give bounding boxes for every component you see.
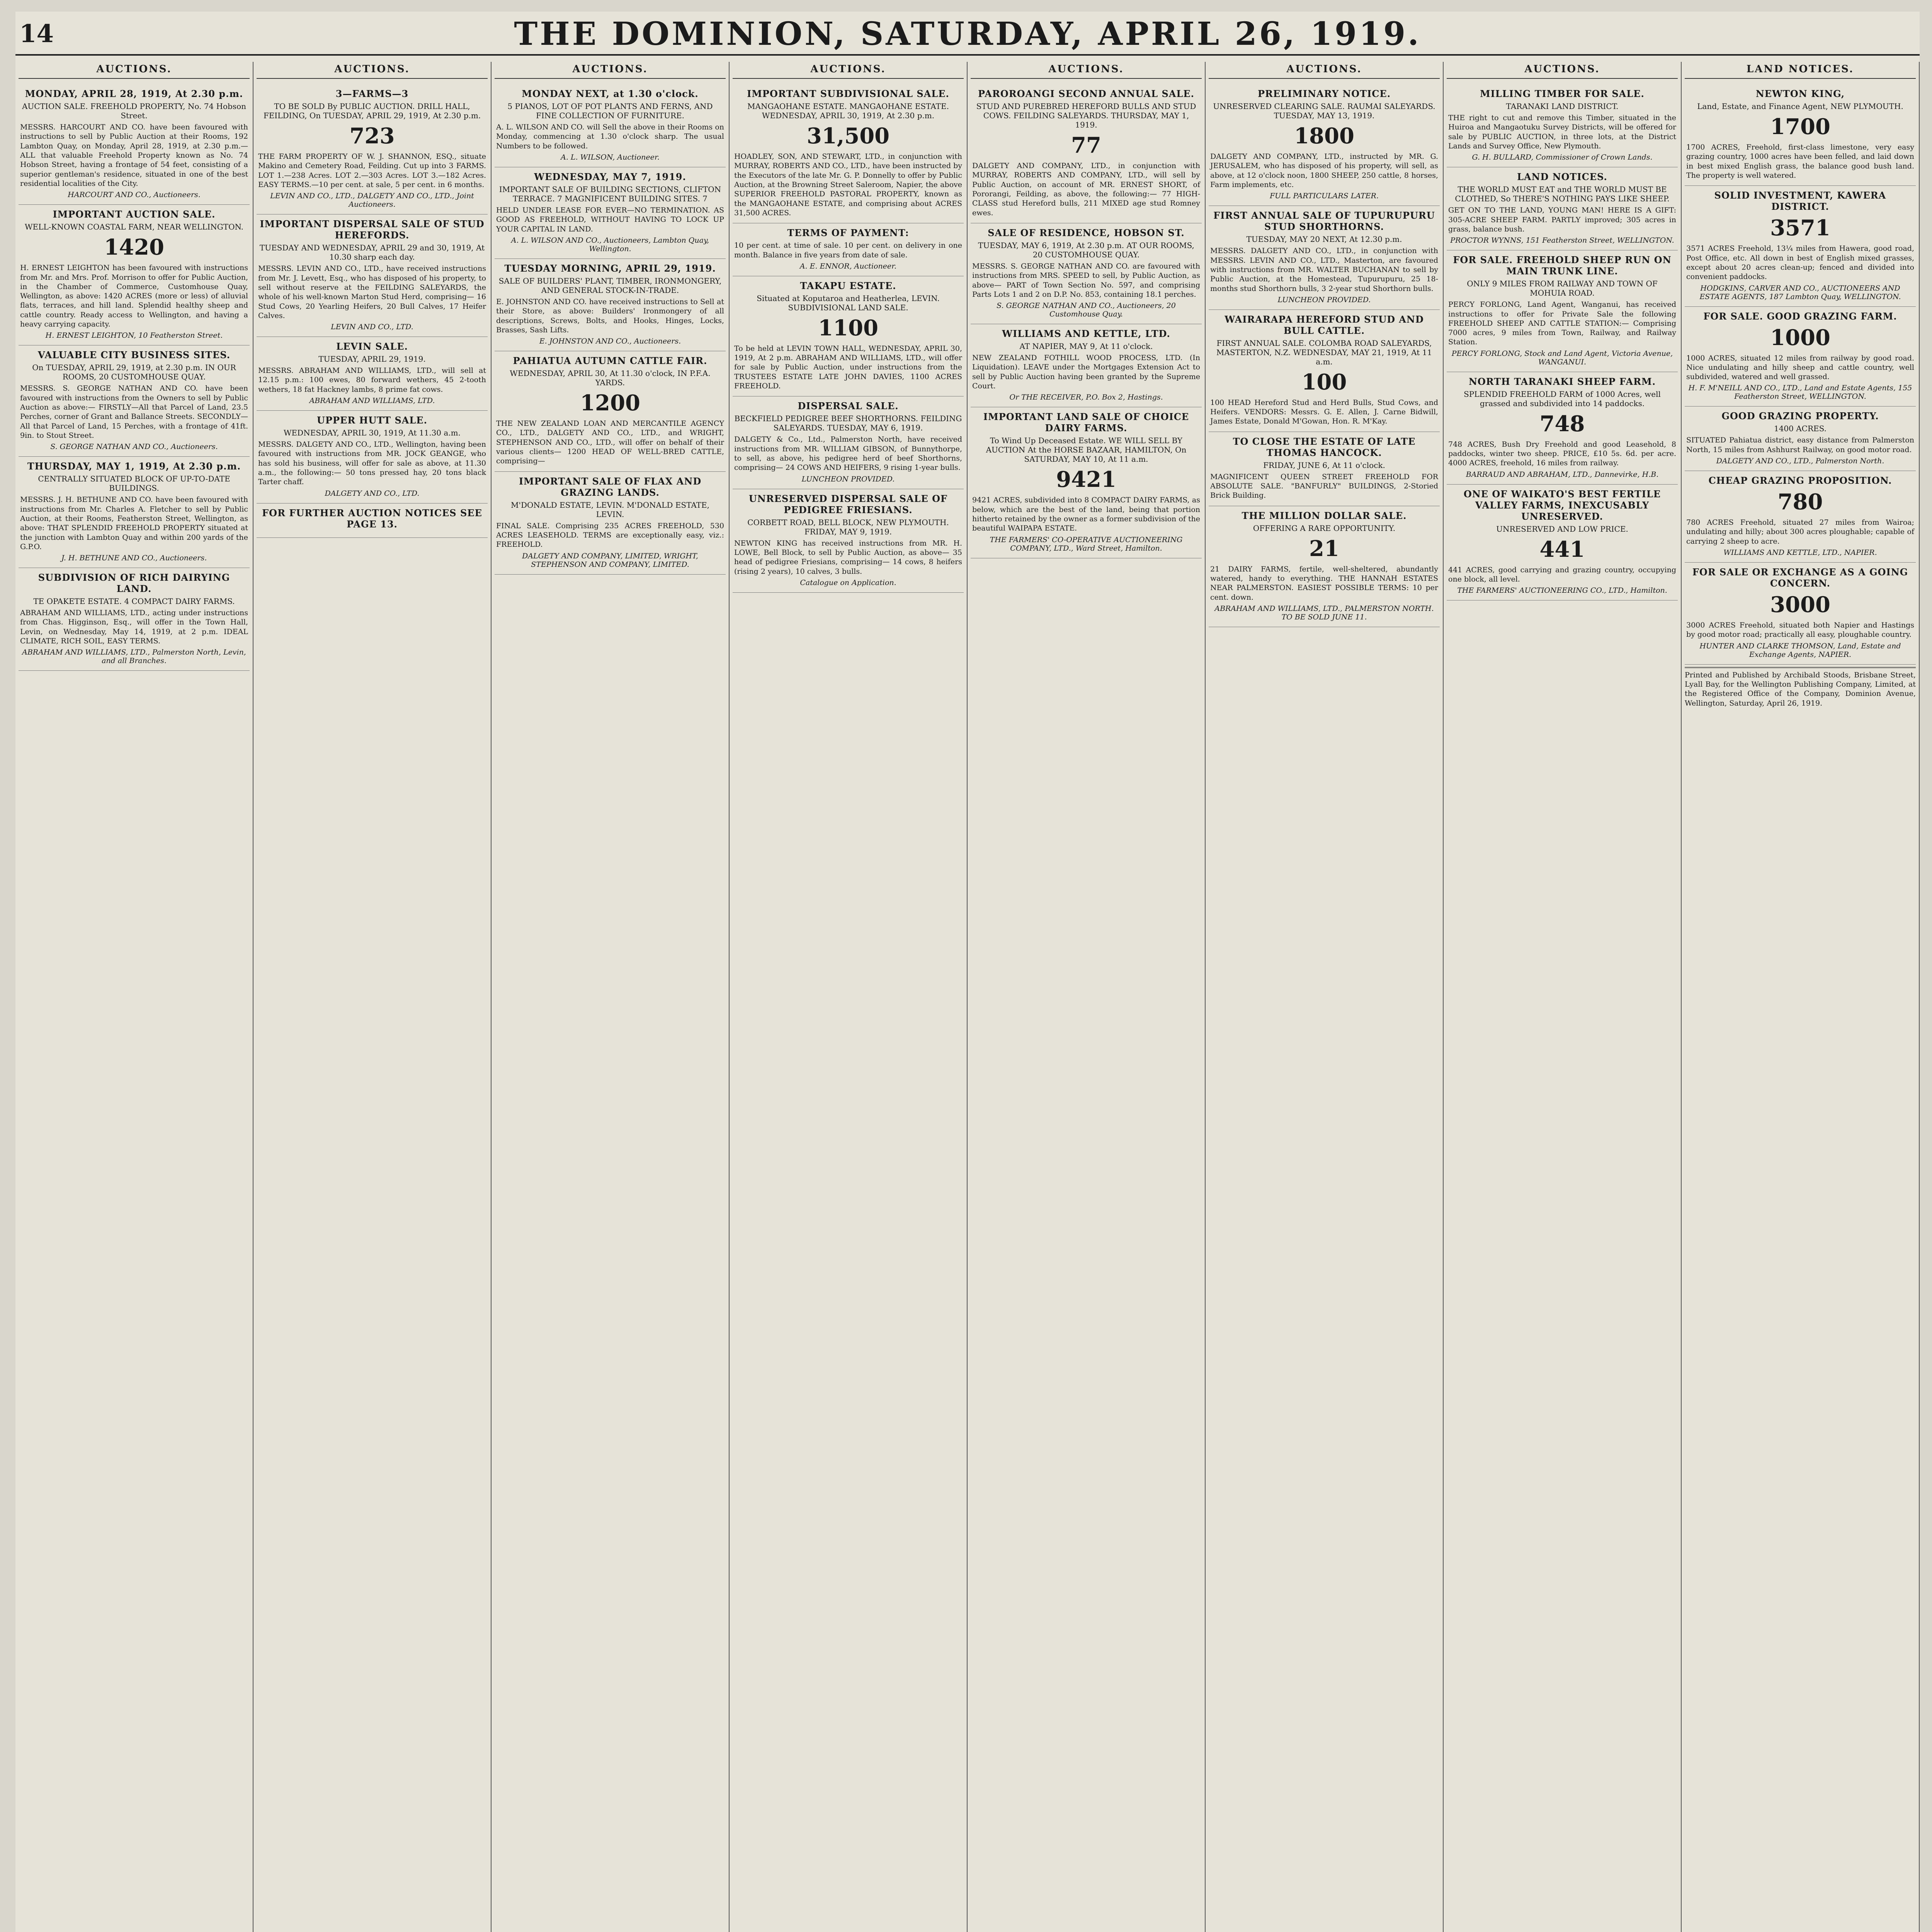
classified-ad bbox=[733, 489, 964, 593]
classified-ad bbox=[1447, 485, 1678, 601]
ad-body-text: FINAL SALE. Comprising 235 ACRES FREEHOLD, 530 ACRES LEASEHOLD. TERMS are exceptionally easy, viz.: FREEHOLD. bbox=[496, 521, 724, 549]
ad-body-text: HOADLEY, SON, AND STEWART, LTD., in conjunction with MURRAY, ROBERTS AND CO., LTD., have been instructed by the Executors of the late Mr. G. P. Donnelly to offer by Public Auction, at the Browning Street Saleroom, Napier, the above SUPERIOR FREEHOLD PASTORAL PROPERTY, known as the MANGAOHANE ESTATE, and comprising about ACRES 31,500 ACRES. bbox=[734, 152, 962, 217]
column-header: AUCTIONS. bbox=[257, 62, 488, 79]
ad-subheading: SPLENDID FREEHOLD FARM of 1000 Acres, well grassed and subdivided into 14 paddocks. bbox=[1464, 389, 1661, 408]
ad-heading: SOLID INVESTMENT, KAWERA DISTRICT. bbox=[1714, 190, 1886, 213]
ad-body-text: PERCY FORLONG, Land Agent, Wanganui, has received instructions to offer for Private Sale the following FREEHOLD SHEEP AND CATTLE STATION:— Comprising 7000 acres, 9 miles from Town, Railway, and Railway Station. bbox=[1448, 300, 1676, 347]
classified-ad bbox=[733, 223, 964, 276]
ad-signature: HUNTER AND CLARKE THOMSON, Land, Estate and Exchange Agents, NAPIER. bbox=[1699, 641, 1901, 659]
ad-body-text: 780 ACRES Freehold, situated 27 miles from Wairoa; undulating and hilly; about 300 acres ploughable; capable of carrying 2 sheep to acre. bbox=[1686, 518, 1914, 546]
classified-ad bbox=[733, 276, 964, 397]
classified-ad bbox=[495, 472, 726, 575]
classified-ad bbox=[257, 214, 488, 337]
column-header: AUCTIONS. bbox=[1447, 62, 1678, 79]
classified-ad bbox=[257, 503, 488, 538]
ad-body-text: DALGETY AND COMPANY, LTD., in conjunction with MURRAY, ROBERTS AND COMPANY, LTD., will sell by Public Auction, on account of MR. ERNEST SHORT, of Pororangi, Feilding, as above, the following:— 77 HIGH-CLASS stud Hereford bulls, 211 MIXED age stud Romney ewes. bbox=[972, 162, 1200, 217]
classified-ad bbox=[1447, 372, 1678, 485]
ad-subheading: UNRESERVED CLEARING SALE. RAUMAI SALEYARDS. TUESDAY, MAY 13, 1919. bbox=[1213, 102, 1435, 120]
ad-body-text: MESSRS. DALGETY AND CO., LTD., in conjunction with MESSRS. LEVIN AND CO., LTD., Masterton, are favoured with instructions from MR. WALTER BUCHANAN to sell by Public Auction, at the Homestead, Tupurupuru, 25 18-months stud Shorthorn bulls, 3 2-year stud Shorthorn bulls. bbox=[1210, 247, 1438, 293]
column-header: AUCTIONS. bbox=[19, 62, 250, 79]
ad-signature: A. L. WILSON AND CO., Auctioneers, Lambton Quay, Wellington. bbox=[511, 236, 709, 253]
ad-subheading: TARANAKI LAND DISTRICT. bbox=[1506, 102, 1619, 111]
classified-ad bbox=[733, 84, 964, 223]
ad-acreage-figure: 1000 bbox=[1770, 325, 1830, 350]
ad-signature: HARCOURT AND CO., Auctioneers. bbox=[68, 190, 201, 199]
ad-body-text: MESSRS. LEVIN AND CO., LTD., have received instructions from Mr. J. Levett, Esq., who has disposed of his property, to sell without reserve at the FEILDING SALEYARDS, the whole of his well-known Marton Stud Herd, comprising— 16 Stud Cows, 20 Yearling Heifers, 20 Bull Calves, 17 Heifer Calves. bbox=[258, 264, 486, 320]
ad-subheading: WELL-KNOWN COASTAL FARM, NEAR WELLINGTON. bbox=[24, 222, 244, 232]
ad-heading: VALUABLE CITY BUSINESS SITES. bbox=[37, 349, 231, 361]
ad-heading: NORTH TARANAKI SHEEP FARM. bbox=[1468, 376, 1656, 387]
ad-body-text: 748 ACRES, Bush Dry Freehold and good Leasehold, 8 paddocks, winter two sheep. PRICE, £10 5s. 6d. per acre. 4000 ACRES, freehold, 16 miles from railway. bbox=[1448, 440, 1676, 468]
ad-heading: PRELIMINARY NOTICE. bbox=[1257, 88, 1391, 99]
ad-signature: G. H. BULLARD, Commissioner of Crown Lands. bbox=[1472, 153, 1653, 162]
ad-acreage-figure: 780 bbox=[1777, 489, 1823, 515]
ad-heading: FIRST ANNUAL SALE OF TUPURUPURU STUD SHORTHORNS. bbox=[1213, 210, 1435, 233]
ad-heading: NEWTON KING, bbox=[1755, 88, 1845, 99]
newspaper-column bbox=[968, 62, 1206, 1932]
ad-subheading: TE OPAKETE ESTATE. 4 COMPACT DAIRY FARMS. bbox=[33, 597, 235, 606]
ad-heading: DISPERSAL SALE. bbox=[798, 400, 899, 412]
classified-ad bbox=[971, 223, 1202, 324]
ad-signature: WILLIAMS AND KETTLE, LTD., NAPIER. bbox=[1723, 548, 1877, 557]
ad-signature: Catalogue on Application. bbox=[800, 578, 896, 587]
divider bbox=[1685, 667, 1916, 668]
classified-ad bbox=[1447, 167, 1678, 250]
ad-subheading: M'DONALD ESTATE, LEVIN. M'DONALD ESTATE, LEVIN. bbox=[511, 500, 709, 519]
ad-body-text: GET ON TO THE LAND, YOUNG MAN! HERE IS A GIFT: 305-ACRE SHEEP FARM. PARTLY improved; 305 acres in grass, balance bush. bbox=[1448, 206, 1676, 233]
ad-signature: ABRAHAM AND WILLIAMS, LTD., PALMERSTON NORTH. TO BE SOLD JUNE 11. bbox=[1214, 604, 1434, 621]
ad-heading: MONDAY NEXT, at 1.30 o'clock. bbox=[522, 88, 699, 99]
ad-subheading: TUESDAY, APRIL 29, 1919. bbox=[318, 354, 426, 364]
ad-acreage-figure: 9421 bbox=[1056, 467, 1116, 493]
ad-subheading: TUESDAY, MAY 6, 1919, At 2.30 p.m. AT OUR ROOMS, 20 CUSTOMHOUSE QUAY. bbox=[978, 240, 1194, 259]
newspaper-column bbox=[492, 62, 730, 1932]
classified-ad bbox=[1685, 186, 1916, 306]
classified-ad bbox=[1685, 84, 1916, 186]
ad-heading: SUBDIVISION OF RICH DAIRYING LAND. bbox=[38, 572, 230, 595]
ad-signature: H. F. M'NEILL AND CO., LTD., Land and Estate Agents, 155 Featherston Street, WELLINGTON. bbox=[1688, 384, 1912, 401]
classified-ad bbox=[19, 205, 250, 345]
classified-ad bbox=[495, 259, 726, 351]
ad-signature: PROCTOR WYNNS, 151 Featherston Street, WELLINGTON. bbox=[1450, 236, 1674, 245]
ad-signature: DALGETY AND CO., LTD. bbox=[325, 489, 420, 498]
ad-body-text: A. L. WILSON AND CO. will Sell the above in their Rooms on Monday, commencing at 1.30 o'clock sharp. The usual Numbers to be followed. bbox=[496, 123, 724, 150]
ad-body-text: NEW ZEALAND FOTHILL WOOD PROCESS, LTD. (In Liquidation). LEAVE under the Mortgages Extension Act to sell by Public Auction having been granted by the Supreme Court. bbox=[972, 354, 1200, 391]
ad-heading: FOR SALE. FREEHOLD SHEEP RUN ON MAIN TRUNK LINE. bbox=[1453, 254, 1672, 277]
classified-ad bbox=[1209, 506, 1440, 627]
ad-subheading: 1400 ACRES. bbox=[1774, 424, 1827, 434]
ad-subheading: CORBETT ROAD, BELL BLOCK, NEW PLYMOUTH. FRIDAY, MAY 9, 1919. bbox=[747, 517, 949, 536]
column-header: AUCTIONS. bbox=[971, 62, 1202, 79]
ad-heading: PAHIATUA AUTUMN CATTLE FAIR. bbox=[513, 355, 707, 367]
ad-body-text: MESSRS. HARCOURT AND CO. have been favoured with instructions to sell by Public Auction at their Rooms, 192 Lambton Quay, on Monday, April 28, 1919, at 2.30 p.m.— ALL that valuable Freehold Property known as No. 74 Hobson Street, having a frontage of 54 feet, consisting of a superior gentleman's residence, situated in one of the best residential localities of the City. bbox=[20, 123, 248, 188]
classified-ad bbox=[19, 84, 250, 205]
ad-subheading: AT NAPIER, MAY 9, At 11 o'clock. bbox=[1019, 342, 1153, 351]
column-header: AUCTIONS. bbox=[733, 62, 964, 79]
classified-ad bbox=[733, 396, 964, 489]
classified-ad bbox=[971, 84, 1202, 223]
ad-subheading: FRIDAY, JUNE 6, At 11 o'clock. bbox=[1263, 460, 1385, 470]
column-header: AUCTIONS. bbox=[1209, 62, 1440, 79]
ad-heading: MILLING TIMBER FOR SALE. bbox=[1480, 88, 1645, 99]
classified-ad bbox=[1447, 250, 1678, 372]
ad-body-text: THE right to cut and remove this Timber, situated in the Huiroa and Mangaotuku Survey Districts, will be offered for sale by PUBLIC AUCTION, in three lots, at the District Lands and Survey Office, New Plymouth. bbox=[1448, 114, 1676, 150]
ad-heading: WAIRARAPA HEREFORD STUD AND BULL CATTLE. bbox=[1225, 313, 1424, 336]
ad-heading: TO CLOSE THE ESTATE OF LATE THOMAS HANCOCK. bbox=[1233, 435, 1416, 458]
ad-subheading: On TUESDAY, APRIL 29, 1919, at 2.30 p.m. IN OUR ROOMS, 20 CUSTOMHOUSE QUAY. bbox=[32, 363, 236, 382]
ad-heading: PAROROANGI SECOND ANNUAL SALE. bbox=[978, 88, 1194, 99]
classified-ad bbox=[1685, 406, 1916, 471]
ad-heading: LEVIN SALE. bbox=[336, 341, 408, 352]
ad-signature: THE FARMERS' CO-OPERATIVE AUCTIONEERING COMPANY, LTD., Ward Street, Hamilton. bbox=[990, 535, 1183, 553]
ad-subheading: WEDNESDAY, APRIL 30, 1919, At 11.30 a.m. bbox=[284, 428, 461, 438]
ad-body-text: 100 HEAD Hereford Stud and Herd Bulls, Stud Cows, and Heifers. VENDORS: Messrs. G. E. Allen, J. Carne Bidwill, James Estate, Donald M'Gowan, Hon. R. M'Kay. bbox=[1210, 398, 1438, 426]
ad-heading: UPPER HUTT SALE. bbox=[317, 415, 427, 426]
ad-heading: IMPORTANT AUCTION SALE. bbox=[53, 209, 216, 220]
classified-ad bbox=[19, 568, 250, 671]
ad-subheading: WEDNESDAY, APRIL 30, At 11.30 o'clock, IN P.F.A. YARDS. bbox=[510, 369, 711, 388]
ad-heading: IMPORTANT SALE OF FLAX AND GRAZING LANDS. bbox=[519, 475, 702, 498]
ad-signature: HODGKINS, CARVER AND CO., AUCTIONEERS AND ESTATE AGENTS, 187 Lambton Quay, WELLINGTON. bbox=[1699, 284, 1901, 301]
ad-body-text: DALGETY AND COMPANY, LTD., instructed by MR. G. JERUSALEM, who has disposed of his property, will sell, as above, at 12 o'clock noon, 1800 SHEEP, 250 cattle, 8 horses, Farm implements, etc. bbox=[1210, 152, 1438, 189]
ad-body-text: 9421 ACRES, subdivided into 8 COMPACT DAIRY FARMS, as below, which are the best of the land, being that portion hitherto retained by the owner as a former subdivision of the beautiful WAIPAPA ESTATE. bbox=[972, 496, 1200, 533]
ad-acreage-figure: 748 bbox=[1539, 411, 1585, 437]
ad-acreage-figure: 1800 bbox=[1294, 123, 1354, 149]
ad-subheading: 5 PIANOS, LOT OF POT PLANTS AND FERNS, AND FINE COLLECTION OF FURNITURE. bbox=[507, 102, 713, 120]
ad-signature: E. JOHNSTON AND CO., Auctioneers. bbox=[539, 337, 681, 346]
ad-heading: FOR SALE. GOOD GRAZING FARM. bbox=[1703, 310, 1897, 322]
newspaper-title: THE DOMINION, SATURDAY, APRIL 26, 1919. bbox=[514, 15, 1421, 53]
newspaper-column bbox=[1444, 62, 1682, 1932]
classified-ad bbox=[1209, 310, 1440, 432]
ad-signature: LEVIN AND CO., LTD. bbox=[331, 323, 413, 332]
classified-ad bbox=[1685, 471, 1916, 563]
ad-signature: LUNCHEON PROVIDED. bbox=[1277, 295, 1371, 304]
column-header: LAND NOTICES. bbox=[1685, 62, 1916, 79]
classified-ad bbox=[1685, 563, 1916, 665]
newspaper-column bbox=[1682, 62, 1920, 1932]
ad-body-text: ABRAHAM AND WILLIAMS, LTD., acting under instructions from Chas. Higginson, Esq., will offer in the Town Hall, Levin, on Wednesday, May 14, 1919, at 2 p.m. IDEAL CLIMATE, RICH SOIL, EASY TERMS. bbox=[20, 609, 248, 646]
ad-heading: TUESDAY MORNING, APRIL 29, 1919. bbox=[504, 262, 716, 274]
ad-body-text: 21 DAIRY FARMS, fertile, well-sheltered, abundantly watered, handy to everything. THE HANNAH ESTATES NEAR PALMERSTON. EASIEST POSSIBLE TERMS: 10 per cent. down. bbox=[1210, 565, 1438, 602]
ad-body-text: 441 ACRES, good carrying and grazing country, occupying one block, all level. bbox=[1448, 565, 1676, 583]
classified-ad bbox=[495, 84, 726, 167]
ad-body-text: MESSRS. J. H. BETHUNE AND CO. have been favoured with instructions from Mr. Charles A. Fletcher to sell by Public Auction, at their Rooms, Featherston Street, Wellington, as above: THAT SPLENDID FREEHOLD PROPERTY situated at the junction with Lambton Quay and within 200 yards of the G.P.O. bbox=[20, 495, 248, 551]
ad-heading: IMPORTANT LAND SALE OF CHOICE DAIRY FARMS. bbox=[983, 411, 1189, 434]
ad-body-text: 10 per cent. at time of sale. 10 per cent. on delivery in one month. Balance in five years from date of sale. bbox=[734, 241, 962, 259]
ad-heading: UNRESERVED DISPERSAL SALE OF PEDIGREE FRIESIANS. bbox=[748, 493, 948, 515]
ad-signature: A. E. ENNOR, Auctioneer. bbox=[799, 262, 897, 270]
ad-body-text: MESSRS. S. GEORGE NATHAN AND CO. have been favoured with instructions from the Owners to sell by Public Auction as above:— FIRSTLY—All that Parcel of Land, 23.5 Perches, corner of Grant and Ballance Streets. SECONDLY—All that Parcel of Land, 15 Perches, with a frontage of 41ft. 9in. to Stout Street. bbox=[20, 384, 248, 440]
ad-signature: DALGETY AND COMPANY, LIMITED, WRIGHT, STEPHENSON AND COMPANY, LIMITED. bbox=[522, 551, 698, 569]
ad-heading: FOR SALE OR EXCHANGE AS A GOING CONCERN. bbox=[1692, 566, 1908, 589]
classified-ad bbox=[257, 411, 488, 503]
ad-signature: ABRAHAM AND WILLIAMS, LTD., Palmerston North, Levin, and all Branches. bbox=[22, 648, 246, 665]
ad-body-text: SITUATED Pahiatua district, easy distance from Palmerston North, 15 miles from Ashhurst Railway, on good motor road. bbox=[1686, 436, 1914, 454]
ad-heading: LAND NOTICES. bbox=[1517, 171, 1607, 183]
ad-body-text: MESSRS. ABRAHAM AND WILLIAMS, LTD., will sell at 12.15 p.m.: 100 ewes, 80 forward wethers, 45 2-tooth wethers, 18 fat Hackney lambs, 8 prime fat cows. bbox=[258, 366, 486, 394]
ad-acreage-figure: 441 bbox=[1539, 536, 1585, 562]
ad-signature: S. GEORGE NATHAN AND CO., Auctioneers, 20 Customhouse Quay. bbox=[997, 301, 1176, 319]
classified-ad bbox=[1209, 206, 1440, 310]
ad-body-text: To be held at LEVIN TOWN HALL, WEDNESDAY, APRIL 30, 1919, At 2 p.m. ABRAHAM AND WILLIAMS, LTD., will offer for sale by Public Auction, under instructions from the TRUSTEES ESTATE LATE JOHN DAVIES, 1100 ACRES FREEHOLD. bbox=[734, 344, 962, 391]
ad-acreage-figure: 31,500 bbox=[806, 123, 890, 149]
page-number: 14 bbox=[19, 19, 54, 48]
ad-body-text: MESSRS. DALGETY AND CO., LTD., Wellington, having been favoured with instructions from MR. JOCK GEANGE, who has sold his business, will offer for sale as above, at 11.30 a.m., the following:— 50 tons pressed hay, 20 tons black Tarter chaff. bbox=[258, 440, 486, 486]
ad-signature: ABRAHAM AND WILLIAMS, LTD. bbox=[309, 396, 435, 405]
classified-ad bbox=[19, 457, 250, 568]
ad-acreage-figure: 1420 bbox=[104, 235, 164, 260]
ad-body-text: MAGNIFICENT QUEEN STREET FREEHOLD FOR ABSOLUTE SALE. "BANFURLY" BUILDINGS, 2-Storied Brick Building. bbox=[1210, 472, 1438, 500]
ad-signature: Or THE RECEIVER, P.O. Box 2, Hastings. bbox=[1009, 393, 1163, 402]
ad-signature: BARRAUD AND ABRAHAM, LTD., Dannevirke, H.B. bbox=[1466, 470, 1659, 479]
classified-ad bbox=[1209, 84, 1440, 206]
classified-ad bbox=[19, 345, 250, 457]
ad-heading: GOOD GRAZING PROPERTY. bbox=[1721, 410, 1879, 422]
ad-heading: FOR FURTHER AUCTION NOTICES SEE PAGE 13. bbox=[262, 507, 482, 530]
ad-signature: DALGETY AND CO., LTD., Palmerston North. bbox=[1716, 457, 1884, 466]
ad-heading: THE MILLION DOLLAR SALE. bbox=[1242, 510, 1407, 521]
ad-signature: J. H. BETHUNE AND CO., Auctioneers. bbox=[61, 554, 207, 563]
ad-subheading: TUESDAY, MAY 20 NEXT, At 12.30 p.m. bbox=[1246, 235, 1402, 244]
ad-heading: WEDNESDAY, MAY 7, 1919. bbox=[534, 171, 686, 182]
ad-heading: THURSDAY, MAY 1, 1919, At 2.30 p.m. bbox=[27, 461, 241, 472]
ad-signature: LEVIN AND CO., LTD., DALGETY AND CO., LTD., Joint Auctioneers. bbox=[270, 192, 474, 209]
ad-subheading: Land, Estate, and Finance Agent, NEW PLYMOUTH. bbox=[1697, 102, 1903, 111]
ad-acreage-figure: 1700 bbox=[1770, 114, 1830, 139]
ad-heading: CHEAP GRAZING PROPOSITION. bbox=[1708, 475, 1892, 486]
ad-heading: IMPORTANT SUBDIVISIONAL SALE. bbox=[747, 88, 949, 99]
ad-heading: WILLIAMS AND KETTLE, LTD. bbox=[1002, 328, 1170, 340]
ad-subheading: OFFERING A RARE OPPORTUNITY. bbox=[1253, 523, 1396, 533]
ad-heading: SALE OF RESIDENCE, HOBSON ST. bbox=[988, 227, 1185, 238]
ad-heading: IMPORTANT DISPERSAL SALE OF STUD HEREFORDS. bbox=[260, 218, 485, 241]
newspaper-column bbox=[253, 62, 492, 1932]
ad-acreage-figure: 1100 bbox=[818, 315, 878, 341]
classified-ad bbox=[1447, 84, 1678, 167]
ad-body-text: E. JOHNSTON AND CO. have received instructions to Sell at their Store, as above: Builders' Ironmongery of all descriptions, Screws, Bolts, and Hooks, Hinges, Locks, Brasses, Sash Lifts. bbox=[496, 297, 724, 334]
ad-subheading: UNRESERVED AND LOW PRICE. bbox=[1496, 524, 1628, 534]
ad-subheading: SALE OF BUILDERS' PLANT, TIMBER, IRONMONGERY, AND GENERAL STOCK-IN-TRADE. bbox=[498, 276, 722, 295]
ad-acreage-figure: 1200 bbox=[580, 390, 640, 416]
ad-signature: LUNCHEON PROVIDED. bbox=[801, 474, 895, 483]
ad-body-text: MESSRS. S. GEORGE NATHAN AND CO. are favoured with instructions from MRS. SPEED to sell, by Public Auction, as above— PART of Town Section No. 597, and comprising Parts Lots 1 and 2 on D.P. No. 853, containing 18.1 perches. bbox=[972, 262, 1200, 299]
ad-heading: ONE OF WAIKATO'S BEST FERTILE VALLEY FARMS, INEXCUSABLY UNRESERVED. bbox=[1463, 488, 1661, 522]
ad-heading: TERMS OF PAYMENT: bbox=[787, 227, 909, 239]
classified-ad bbox=[1209, 432, 1440, 506]
ad-acreage-figure: 3000 bbox=[1770, 592, 1830, 617]
column-header: AUCTIONS. bbox=[495, 62, 726, 79]
ad-body-text: THE FARM PROPERTY OF W. J. SHANNON, ESQ., situate Makino and Cemetery Road, Feilding. Cut up into 3 FARMS. LOT 1.—238 Acres. LOT 2.—303 Acres. LOT 3.—182 Acres. EASY TERMS.—10 per cent. at sale, 5 per cent. in 6 months. bbox=[258, 152, 486, 189]
ad-subheading: STUD AND PUREBRED HEREFORD BULLS AND STUD COWS. FEILDING SALEYARDS. THURSDAY, MAY 1, 1919. bbox=[976, 102, 1196, 129]
ad-body-text: 3000 ACRES Freehold, situated both Napier and Hastings by good motor road; practically all easy, ploughable country. bbox=[1686, 621, 1914, 639]
ad-acreage-figure: 21 bbox=[1309, 536, 1339, 561]
ad-heading: MONDAY, APRIL 28, 1919, At 2.30 p.m. bbox=[25, 88, 243, 99]
newspaper-column bbox=[1206, 62, 1444, 1932]
ad-body-text: 1000 ACRES, situated 12 miles from railway by good road. Nice undulating and hilly sheep and cattle country, well subdivided, watered and well grassed. bbox=[1686, 354, 1914, 381]
classified-ad bbox=[971, 324, 1202, 407]
ad-body-text: DALGETY & Co., Ltd., Palmerston North, have received instructions from MR. WILLIAM GIBSON, of Bunnythorpe, to sell, as above, his pedigree herd of beef Shorthorns, comprising— 24 COWS AND HEIFERS, 9 rising 1-year bulls. bbox=[734, 435, 962, 472]
ad-body-text: 3571 ACRES Freehold, 13¼ miles from Hawera, good road, Post Office, etc. All down in best of English mixed grasses, except about 20 acres clean-up; fenced and divided into convenient paddocks. bbox=[1686, 244, 1914, 281]
ad-subheading: TUESDAY AND WEDNESDAY, APRIL 29 and 30, 1919, At 10.30 sharp each day. bbox=[259, 243, 485, 262]
ad-subheading: AUCTION SALE. FREEHOLD PROPERTY, No. 74 Hobson Street. bbox=[22, 102, 247, 120]
classified-ad bbox=[257, 337, 488, 411]
ad-acreage-figure: 77 bbox=[1071, 133, 1101, 158]
ad-subheading: TO BE SOLD By PUBLIC AUCTION. DRILL HALL, FEILDING, On TUESDAY, APRIL 29, 1919, At 2.30 p.m. bbox=[263, 102, 481, 120]
ad-signature: A. L. WILSON, Auctioneer. bbox=[561, 153, 660, 162]
ad-subheading: BECKFIELD PEDIGREE BEEF SHORTHORNS. FEILDING SALEYARDS. TUESDAY, MAY 6, 1919. bbox=[734, 414, 962, 433]
printer-imprint: Printed and Published by Archibald Stoods, Brisbane Street, Lyall Bay, for the Wellington Publishing Company, Limited, at the Registered Office of the Company, Dominion Avenue, Wellington, Saturday, April 26, 1919. bbox=[1685, 670, 1916, 707]
classified-ad bbox=[1685, 307, 1916, 407]
classified-ad bbox=[495, 167, 726, 259]
newspaper-column bbox=[15, 62, 253, 1932]
ad-subheading: THE WORLD MUST EAT and THE WORLD MUST BE CLOTHED, So THERE'S NOTHING PAYS LIKE SHEEP. bbox=[1455, 185, 1670, 204]
ad-signature: PERCY FORLONG, Stock and Land Agent, Victoria Avenue, WANGANUI. bbox=[1451, 349, 1673, 366]
ad-body-text: NEWTON KING has received instructions from MR. H. LOWE, Bell Block, to sell by Public Auction, as above— 35 head of pedigree Friesians, comprising— 14 cows, 8 heifers (rising 2 years), 10 calves, 3 bulls. bbox=[734, 539, 962, 576]
ad-subheading: CENTRALLY SITUATED BLOCK OF UP-TO-DATE BUILDINGS. bbox=[38, 474, 230, 493]
ad-signature: H. ERNEST LEIGHTON, 10 Featherston Street. bbox=[45, 331, 223, 340]
ad-subheading: Situated at Koputaroa and Heatherlea, LEVIN. SUBDIVISIONAL LAND SALE. bbox=[757, 293, 940, 312]
ad-subheading: IMPORTANT SALE OF BUILDING SECTIONS, CLIFTON TERRACE. 7 MAGNIFICENT BUILDING SITES. 7 bbox=[499, 184, 721, 203]
ad-subheading: FIRST ANNUAL SALE. COLOMBA ROAD SALEYARDS, MASTERTON, N.Z. WEDNESDAY, MAY 21, 1919, At 11 a.m. bbox=[1216, 338, 1432, 366]
classified-ad bbox=[257, 84, 488, 214]
classified-ad bbox=[495, 351, 726, 472]
ad-body-text: THE NEW ZEALAND LOAN AND MERCANTILE AGENCY CO., LTD., DALGETY AND CO., LTD., and WRIGHT, STEPHENSON AND CO., LTD., will offer on behalf of their various clients— 1200 HEAD OF WELL-BRED CATTLE, comprising— bbox=[496, 419, 724, 466]
ad-acreage-figure: 3571 bbox=[1770, 215, 1830, 241]
ad-subheading: ONLY 9 MILES FROM RAILWAY AND TOWN OF MOHUIA ROAD. bbox=[1467, 279, 1658, 298]
classified-ad bbox=[971, 407, 1202, 558]
masthead bbox=[15, 12, 1920, 56]
ad-body-text: HELD UNDER LEASE FOR EVER—NO TERMINATION. AS GOOD AS FREEHOLD, WITHOUT HAVING TO LOCK UP YOUR CAPITAL IN LAND. bbox=[496, 206, 724, 233]
ad-signature: S. GEORGE NATHAN AND CO., Auctioneers. bbox=[50, 442, 218, 451]
ad-acreage-figure: 723 bbox=[349, 123, 395, 149]
ad-signature: THE FARMERS' AUCTIONEERING CO., LTD., Hamilton. bbox=[1457, 586, 1667, 595]
ad-heading: 3—FARMS—3 bbox=[335, 88, 409, 99]
newspaper-column bbox=[730, 62, 968, 1932]
ad-body-text: H. ERNEST LEIGHTON has been favoured with instructions from Mr. and Mrs. Prof. Morrison to offer for Public Auction, in the Chamber of Commerce, Customhouse Quay, Wellington, as above: 1420 ACRES (more or less) of alluvial flats, terraces, and hill land. Splendid healthy sheep and cattle country. Ready access to Wellington, and having a heavy carrying capacity. bbox=[20, 264, 248, 329]
ad-heading: TAKAPU ESTATE. bbox=[800, 280, 896, 291]
ad-body-text: 1700 ACRES, Freehold, first-class limestone, very easy grazing country, 1000 acres have been felled, and laid down in best mixed English grass, the balance good bush land. The property is well watered. bbox=[1686, 143, 1914, 180]
ad-signature: FULL PARTICULARS LATER. bbox=[1270, 192, 1379, 201]
ad-subheading: To Wind Up Deceased Estate. WE WILL SELL BY AUCTION At the HORSE BAZAAR, HAMILTON, On SATURDAY, MAY 10, At 11 a.m. bbox=[986, 436, 1187, 464]
newspaper-page bbox=[15, 12, 1920, 1932]
columns-container bbox=[15, 62, 1920, 1932]
ad-acreage-figure: 100 bbox=[1301, 369, 1347, 395]
ad-subheading: MANGAOHANE ESTATE. MANGAOHANE ESTATE. WEDNESDAY, APRIL 30, 1919, At 2.30 p.m. bbox=[747, 102, 949, 120]
